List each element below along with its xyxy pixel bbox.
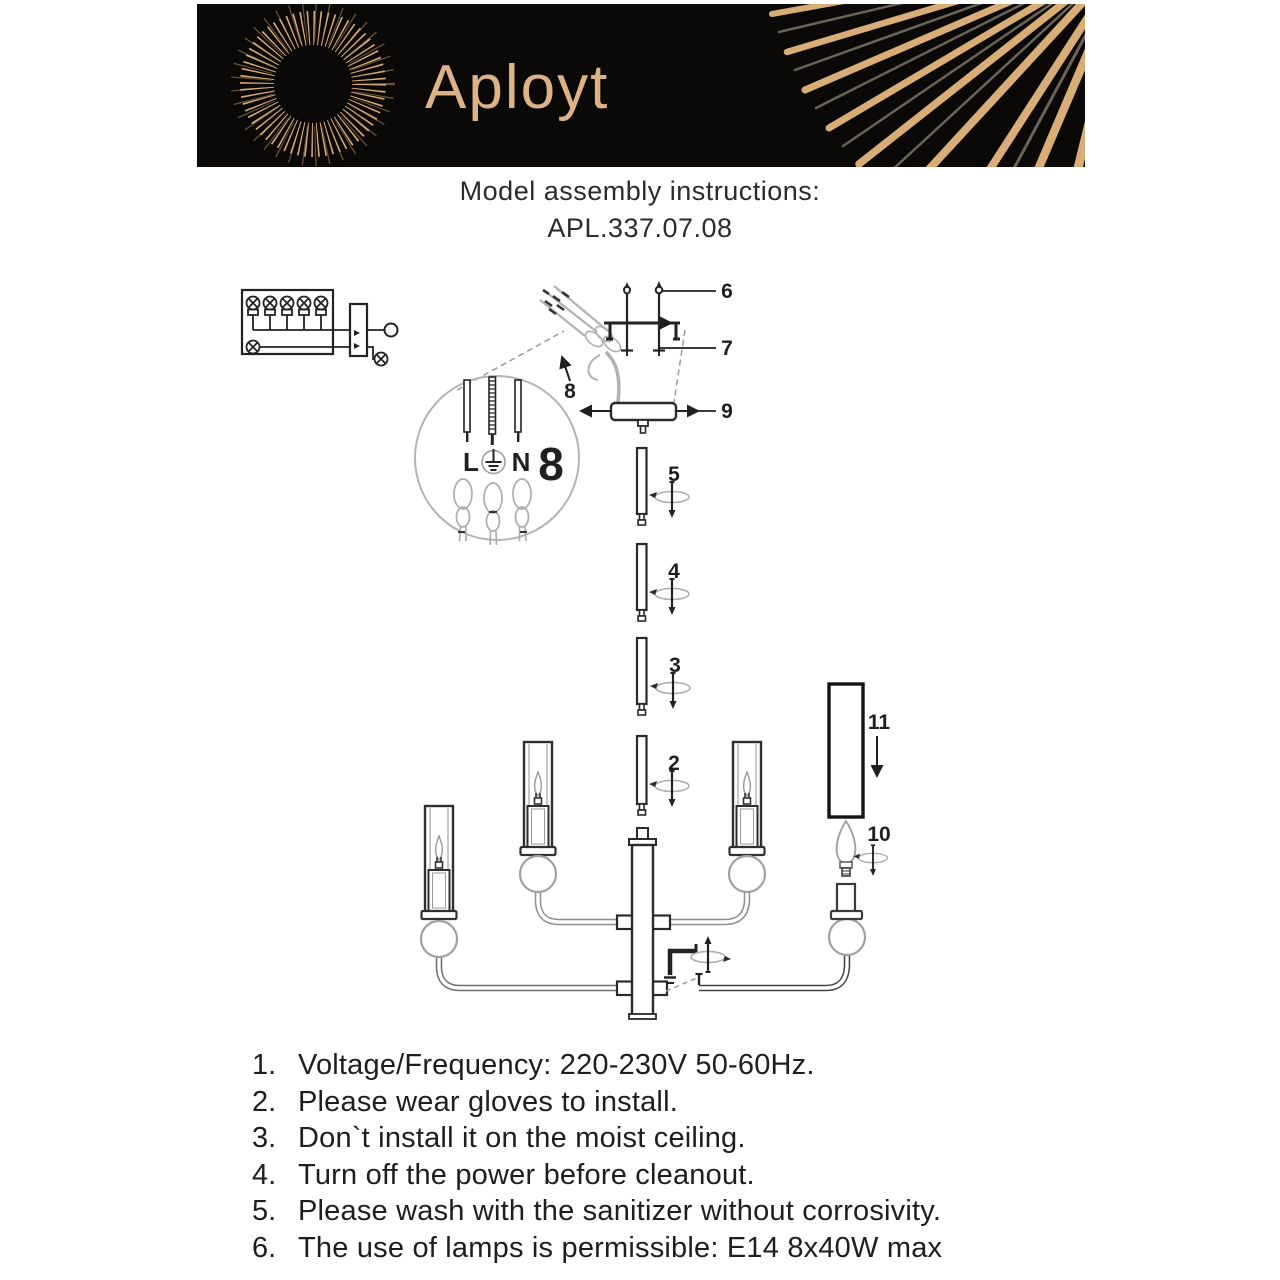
item-text: Voltage/Frequency: 220-230V 50-60Hz. bbox=[298, 1049, 815, 1081]
schematic-terminal-block bbox=[350, 304, 367, 356]
shade-far-left bbox=[422, 806, 457, 919]
list-item bbox=[252, 1120, 1082, 1157]
wiring-schematic bbox=[242, 290, 398, 366]
rod-segment-2 bbox=[637, 736, 647, 815]
list-item bbox=[252, 1230, 1082, 1267]
model-number: APL.337.07.08 bbox=[547, 213, 733, 243]
item-number: 5. bbox=[252, 1195, 277, 1228]
hub-elbow-pipe bbox=[664, 944, 697, 983]
item-text: Don`t install it on the moist ceiling. bbox=[298, 1122, 746, 1155]
rod-segment-3 bbox=[637, 638, 647, 715]
exploded-bulb bbox=[837, 821, 891, 876]
exploded-socket bbox=[831, 884, 862, 919]
ball-mid-left bbox=[520, 856, 556, 892]
detail-wires bbox=[464, 377, 521, 445]
rotate-icon-4 bbox=[649, 579, 689, 615]
arm-upper-right bbox=[663, 891, 747, 922]
part5-label: 5 bbox=[668, 463, 680, 486]
part8-pointer bbox=[562, 357, 576, 403]
brand-wordmark: Aployt bbox=[425, 53, 610, 122]
stem-rods bbox=[637, 448, 690, 815]
item-text: Please wear gloves to install. bbox=[298, 1085, 678, 1118]
exploded-shade bbox=[829, 684, 890, 817]
item-text: The use of lamps is permissible: E14 8x40W max bbox=[298, 1231, 943, 1264]
rod-segment-5 bbox=[637, 448, 647, 525]
ball-far-right bbox=[829, 919, 865, 955]
wire-live-label: L bbox=[463, 447, 479, 477]
mount-screw-right bbox=[653, 281, 665, 356]
item-number: 1. bbox=[252, 1049, 277, 1081]
list-item bbox=[252, 1084, 1082, 1121]
part11-label: 11 bbox=[867, 711, 891, 734]
item-text: Please wash with the sanitizer without corrosivity. bbox=[298, 1195, 942, 1228]
earth-symbol bbox=[482, 449, 505, 474]
rotate-icon-2 bbox=[649, 771, 689, 807]
item-number: 4. bbox=[252, 1158, 277, 1191]
rotate-icon-3 bbox=[650, 673, 690, 709]
bracket-guide-dashed bbox=[674, 330, 685, 402]
item-text: Turn off the power before cleanout. bbox=[298, 1158, 755, 1191]
supply-wires bbox=[540, 286, 623, 402]
wire-connectors bbox=[454, 479, 531, 545]
instructions-list bbox=[252, 1047, 1082, 1267]
part6-label: 6 bbox=[721, 280, 733, 303]
detail-ref-label: 8 bbox=[538, 438, 564, 490]
item-number: 2. bbox=[252, 1085, 277, 1118]
schematic-lamp-symbols bbox=[247, 297, 328, 354]
part4-label: 4 bbox=[668, 560, 680, 583]
mounting-bracket bbox=[604, 323, 680, 339]
schematic-switch-symbol bbox=[385, 324, 398, 337]
ball-far-left bbox=[421, 921, 457, 957]
part8-label: 8 bbox=[564, 380, 576, 403]
page-title: Model assembly instructions: bbox=[459, 176, 821, 206]
rotate-icon-5 bbox=[649, 482, 689, 518]
arm-lower-left bbox=[439, 957, 622, 988]
part10-label: 10 bbox=[867, 823, 891, 846]
shade-mid-right bbox=[730, 742, 765, 855]
part2-label: 2 bbox=[668, 752, 680, 775]
shade-mid-left bbox=[521, 742, 556, 855]
list-item bbox=[252, 1157, 1082, 1194]
part7-label: 7 bbox=[721, 337, 733, 360]
hub-guide-dashed bbox=[666, 978, 697, 991]
ball-mid-right bbox=[729, 856, 765, 892]
wire-neutral-label: N bbox=[511, 447, 531, 477]
item-number: 3. bbox=[252, 1122, 277, 1155]
mount-screw-left bbox=[621, 282, 633, 356]
ceiling-canopy bbox=[581, 400, 733, 433]
wiring-detail-circle bbox=[415, 331, 579, 545]
list-item bbox=[252, 1047, 1082, 1084]
rod-segment-4 bbox=[637, 544, 647, 621]
part3-label: 3 bbox=[669, 654, 681, 677]
rotate-icon-hub bbox=[691, 936, 731, 972]
rotate-icon-10 bbox=[853, 845, 887, 876]
list-item bbox=[252, 1193, 1082, 1230]
canopy-stem bbox=[638, 420, 648, 426]
item-number: 6. bbox=[252, 1231, 277, 1264]
detail-guide-dashed bbox=[457, 331, 564, 390]
mounting-hardware bbox=[604, 281, 685, 402]
arm-upper-left bbox=[538, 891, 622, 922]
part9-label: 9 bbox=[721, 400, 733, 423]
